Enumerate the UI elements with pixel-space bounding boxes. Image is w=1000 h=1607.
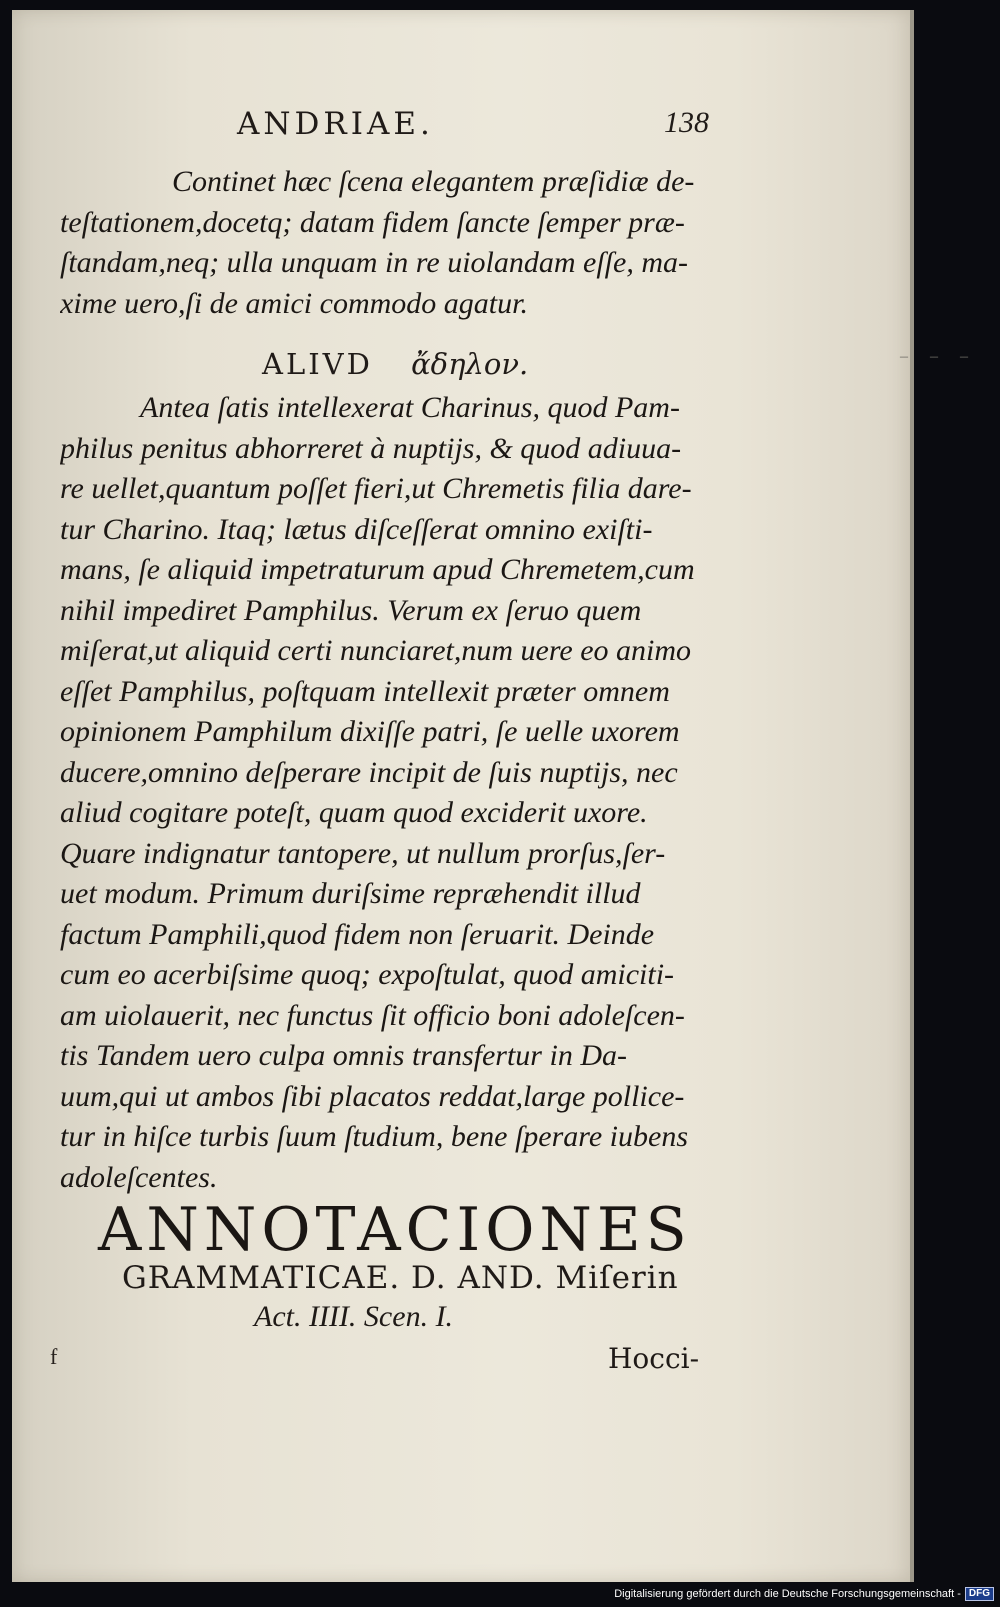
- digitization-footer: [614, 1587, 994, 1601]
- running-head: [12, 106, 914, 146]
- text-line: adoleſcentes.: [60, 1160, 218, 1194]
- text-line: Continet hæc ſcena elegantem præſidiæ de-: [172, 165, 695, 198]
- text-line: mans, ſe aliquid impetraturum apud Chremetem,cum: [60, 553, 695, 586]
- book-page: [12, 10, 914, 1582]
- text-line: ducere,omnino deſperare incipit de ſuis nuptijs, nec: [60, 755, 678, 789]
- section-heading-latin: ALIVD: [262, 347, 373, 381]
- text-line: am uiolauerit, nec functus ſit officio boni adoleſcen-: [60, 998, 685, 1032]
- running-head-title: ANDRIAE.: [237, 106, 434, 142]
- page-edge: [910, 10, 914, 1582]
- text-line: uet modum. Primum duriſsime repræhendit illud: [60, 877, 641, 910]
- text-line: Antea ſatis intellexerat Charinus, quod Pam-: [140, 391, 680, 424]
- text-line: teſtationem,docetq; datam fidem ſancte ſemper præ-: [60, 205, 685, 239]
- text-line: tis Tandem uero culpa omnis transfertur in Da-: [60, 1039, 627, 1072]
- text-line: philus penitus abhorreret à nuptijs, & quod adiuua-: [60, 431, 682, 465]
- text-line: factum Pamphili,quod fidem non ſeruarit. Deinde: [60, 917, 655, 951]
- text-line: aliud cogitare poteſt, quam quod exciderit uxore.: [60, 796, 648, 829]
- margin-dashes: – – –: [900, 348, 977, 365]
- section-heading: [262, 347, 528, 381]
- text-line: Quare indignatur tantopere, ut nullum prorſus,ſer-: [60, 836, 666, 870]
- text-line: ſtandam,neq; ulla unquam in re uiolandam eſſe, ma-: [60, 246, 688, 279]
- text-line: cum eo acerbiſsime quoq; expoſtulat, quod amiciti-: [60, 958, 675, 991]
- signature-mark: f: [50, 1344, 58, 1369]
- footer-credit: Digitalisierung gefördert durch die Deutsche Forschungsgemeinschaft -: [614, 1588, 961, 1600]
- catchword: Hocci-: [608, 1342, 700, 1375]
- dfg-logo: DFG: [965, 1587, 994, 1601]
- section-heading-greek: ἄδηλον.: [411, 347, 529, 381]
- text-line: xime uero,ſi de amici commodo agatur.: [60, 286, 528, 320]
- text-line: opinionem Pamphilum dixiſſe patri, ſe uelle uxorem: [60, 715, 680, 748]
- text-line: tur Charino. Itaq; lætus diſceſſerat omnino exiſti-: [60, 512, 653, 546]
- text-line: uum,qui ut ambos ſibi placatos reddat,large pollice-: [60, 1079, 685, 1113]
- annotations-subtitle: GRAMMATICAE. D. AND. Miſerin: [122, 1260, 679, 1296]
- annotations-act: Act. IIII. Scen. I.: [254, 1300, 454, 1333]
- paragraph-2: [60, 388, 720, 1198]
- annotations-title: ANNOTACIONES: [98, 1195, 692, 1265]
- text-line: re uellet,quantum poſſet fieri,ut Chremetis filia dare-: [60, 472, 692, 505]
- paragraph-1: [60, 162, 720, 324]
- text-line: nihil impediret Pamphilus. Verum ex ſeruo quem: [60, 593, 642, 627]
- text-line: tur in hiſce turbis ſuum ſtudium, bene ſperare iubens: [60, 1120, 688, 1153]
- page-number: 138: [664, 106, 709, 139]
- text-line: eſſet Pamphilus, poſtquam intellexit præter omnem: [60, 674, 670, 708]
- text-line: miſerat,ut aliquid certi nunciaret,num uere eo animo: [60, 634, 692, 667]
